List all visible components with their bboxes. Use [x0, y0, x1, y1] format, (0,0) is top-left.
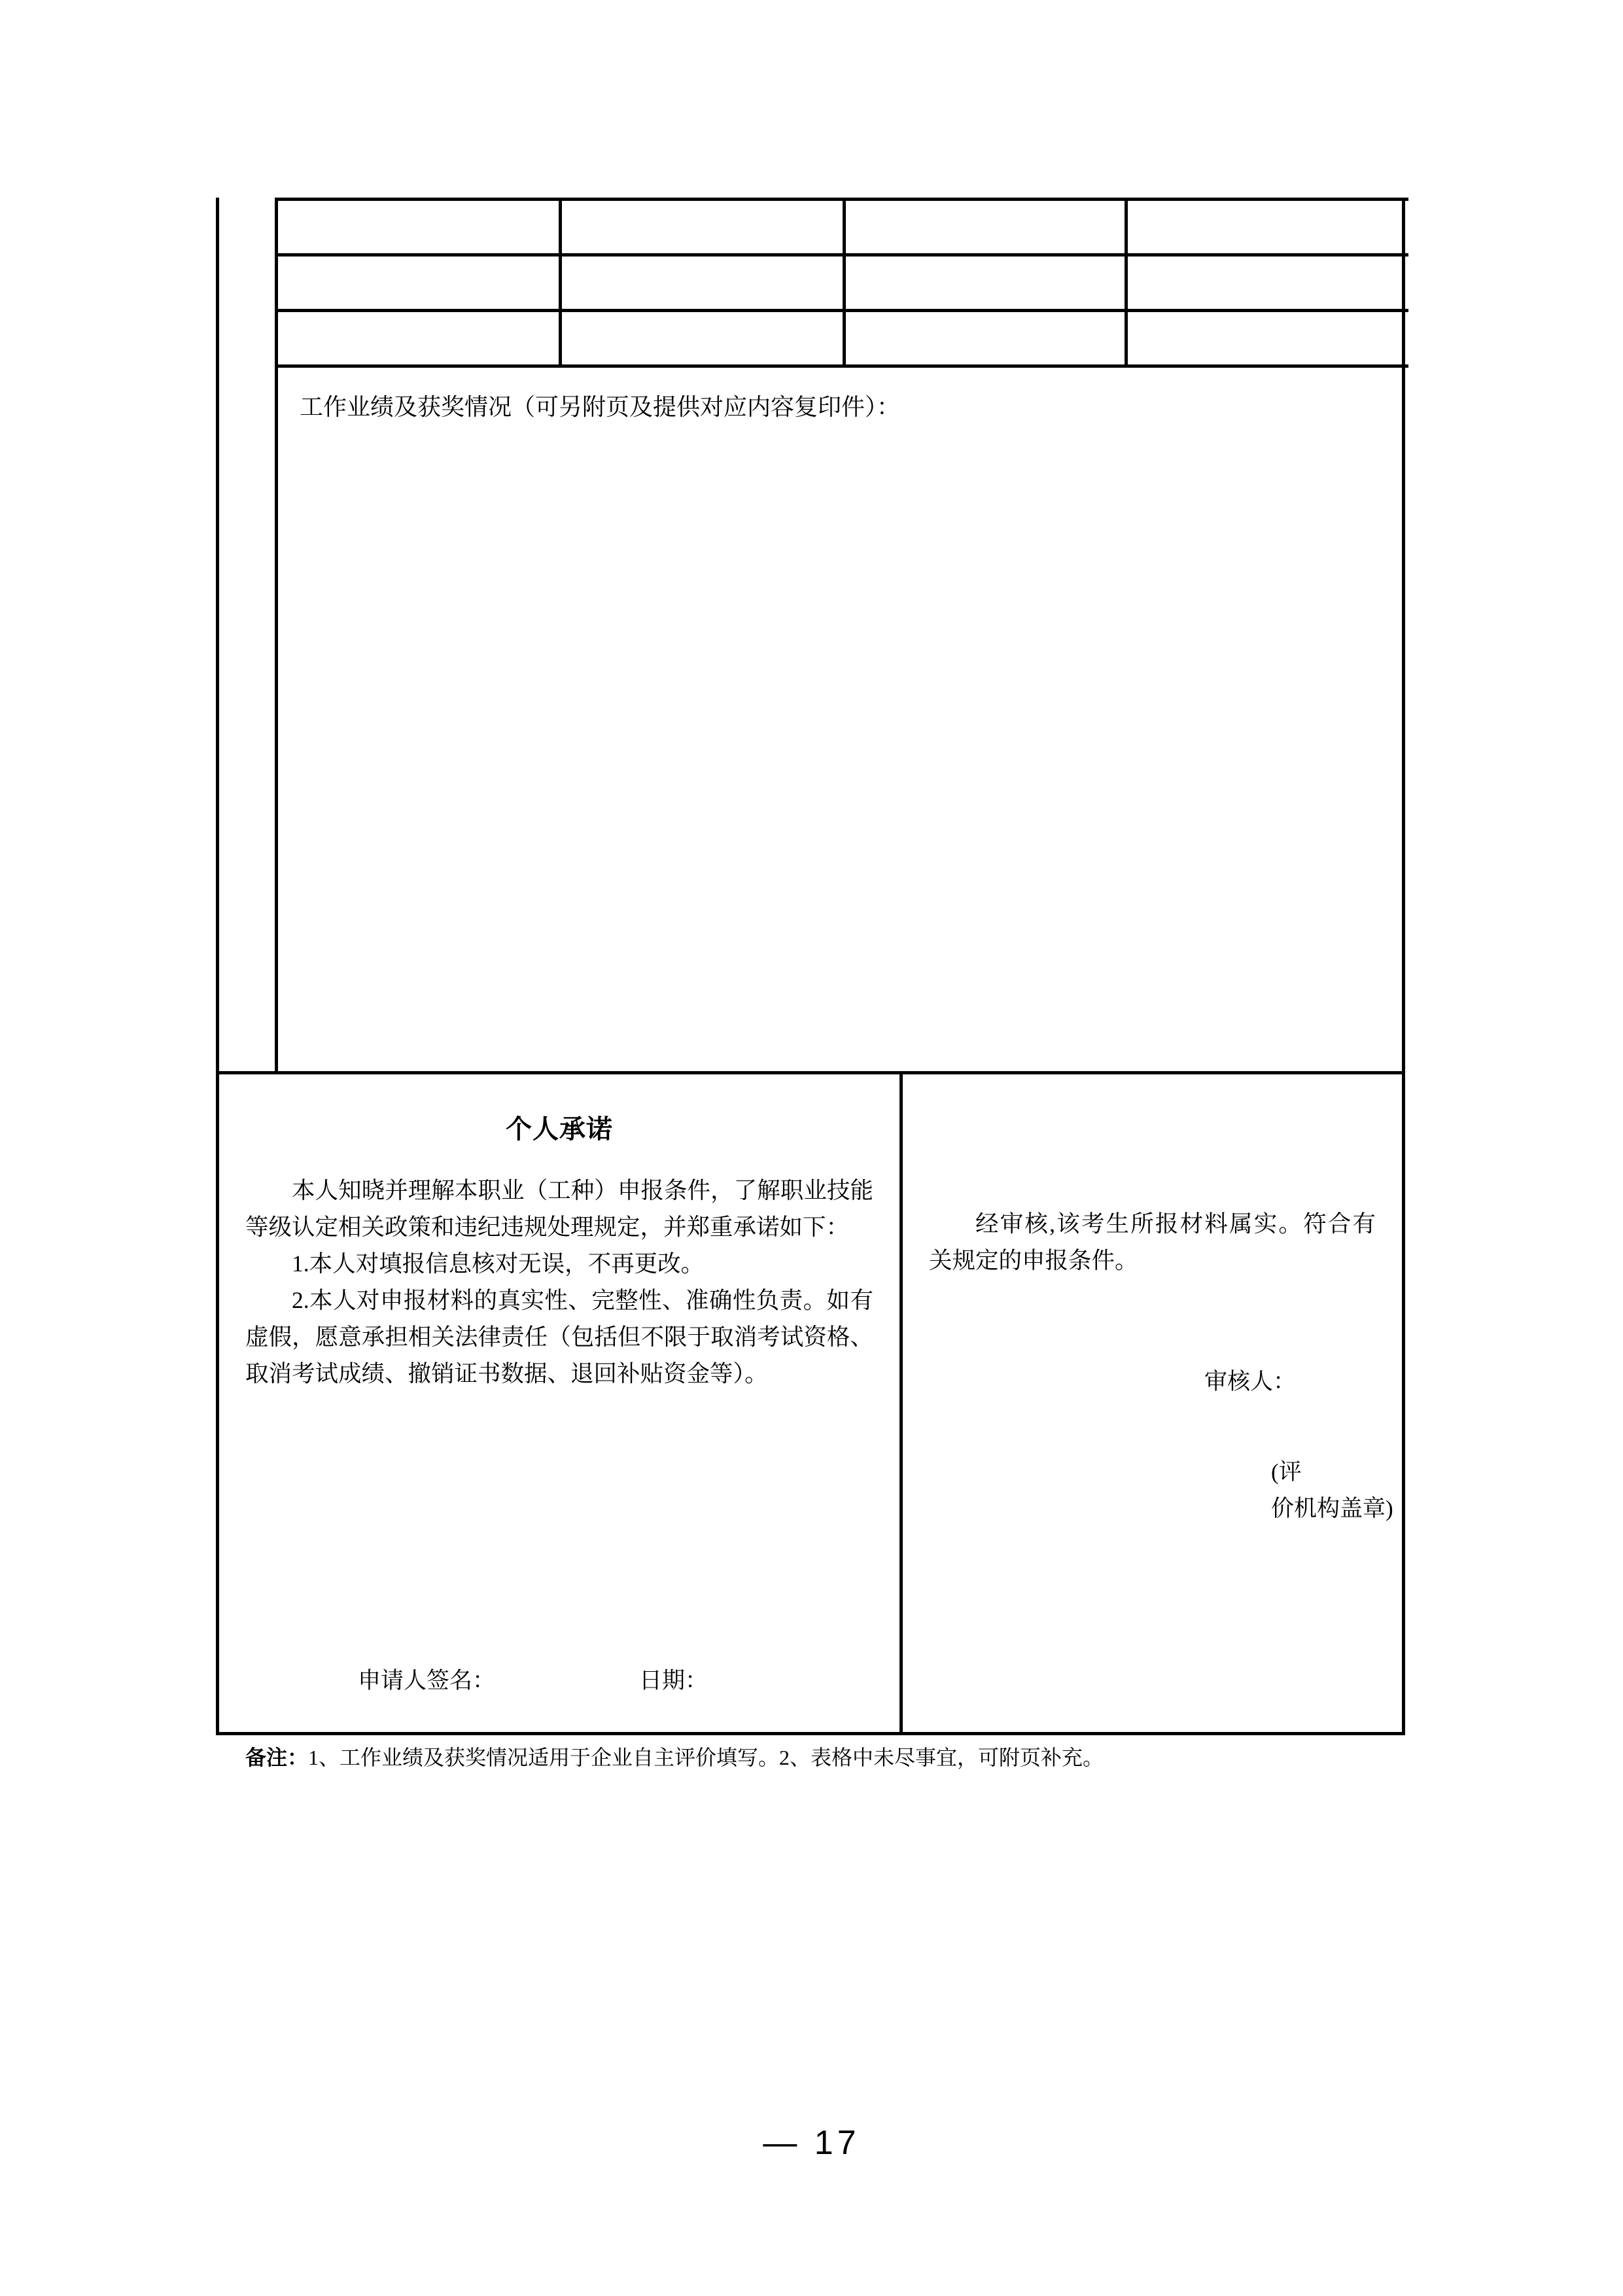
table-cell[interactable]: [278, 201, 562, 253]
footer-note: [245, 1743, 1104, 1773]
evaluation-seal-label: [903, 1454, 1402, 1527]
table-cell[interactable]: [846, 201, 1128, 253]
table-cell[interactable]: [846, 312, 1128, 364]
page-number: — 17: [763, 2124, 860, 2162]
reviewer-label: 审核人：: [1204, 1369, 1296, 1394]
footer-note-prefix: 备注：: [245, 1746, 309, 1769]
table-cell[interactable]: [846, 256, 1128, 309]
table-cell[interactable]: [1128, 312, 1408, 364]
commitment-title: 个人承诺: [506, 1114, 613, 1144]
table-cell[interactable]: [562, 312, 846, 364]
work-performance-cell[interactable]: [278, 368, 1408, 1074]
commitment-paragraph-1: 1.本人对填报信息核对无误，不再更改。: [292, 1250, 705, 1277]
table-row: [278, 256, 1408, 312]
application-form-table: [216, 198, 1405, 1735]
footer-note-text: 1、工作业绩及获奖情况适用于企业自主评价填写。2、表格中未尽事宜，可附页补充。: [308, 1746, 1104, 1769]
review-paragraph: 经审核,该考生所报材料属实。符合有关规定的申报条件。: [929, 1210, 1376, 1273]
table-cell[interactable]: [278, 256, 562, 309]
table-cell[interactable]: [562, 256, 846, 309]
review-body: [929, 1205, 1376, 1279]
work-performance-label: 工作业绩及获奖情况（可另附页及提供对应内容复印件）：: [300, 394, 901, 420]
applicant-signature-label: 申请人签名：: [358, 1668, 496, 1693]
table-cell[interactable]: [1128, 256, 1408, 309]
seal-label-line2: 价机构盖章): [1271, 1496, 1393, 1521]
signature-row: [219, 1663, 899, 1695]
table-row: [278, 312, 1408, 368]
table-row: [278, 201, 1408, 256]
personal-commitment-cell: [219, 1074, 903, 1732]
signature-date-label: 日期：: [639, 1668, 708, 1693]
seal-label-line1: (评: [1271, 1459, 1302, 1485]
review-opinion-cell: [903, 1074, 1402, 1732]
upper-blank-grid: [275, 198, 1408, 1071]
table-cell[interactable]: [1128, 201, 1408, 253]
commitment-paragraph-intro: 本人知晓并理解本职业（工种）申报条件，了解职业技能等级认定相关政策和违纪违规处理规定，并郑重承诺如下：: [245, 1177, 873, 1240]
commitment-paragraph-2: 2.本人对申报材料的真实性、完整性、准确性负责。如有虚假，愿意承担相关法律责任（包括但不限于取消考试资格、取消考试成绩、撤销证书数据、退回补贴资金等）。: [245, 1287, 873, 1386]
table-cell[interactable]: [278, 312, 562, 364]
commitment-and-review-section: [219, 1071, 1402, 1732]
commitment-body: [245, 1172, 873, 1392]
table-cell[interactable]: [562, 201, 846, 253]
